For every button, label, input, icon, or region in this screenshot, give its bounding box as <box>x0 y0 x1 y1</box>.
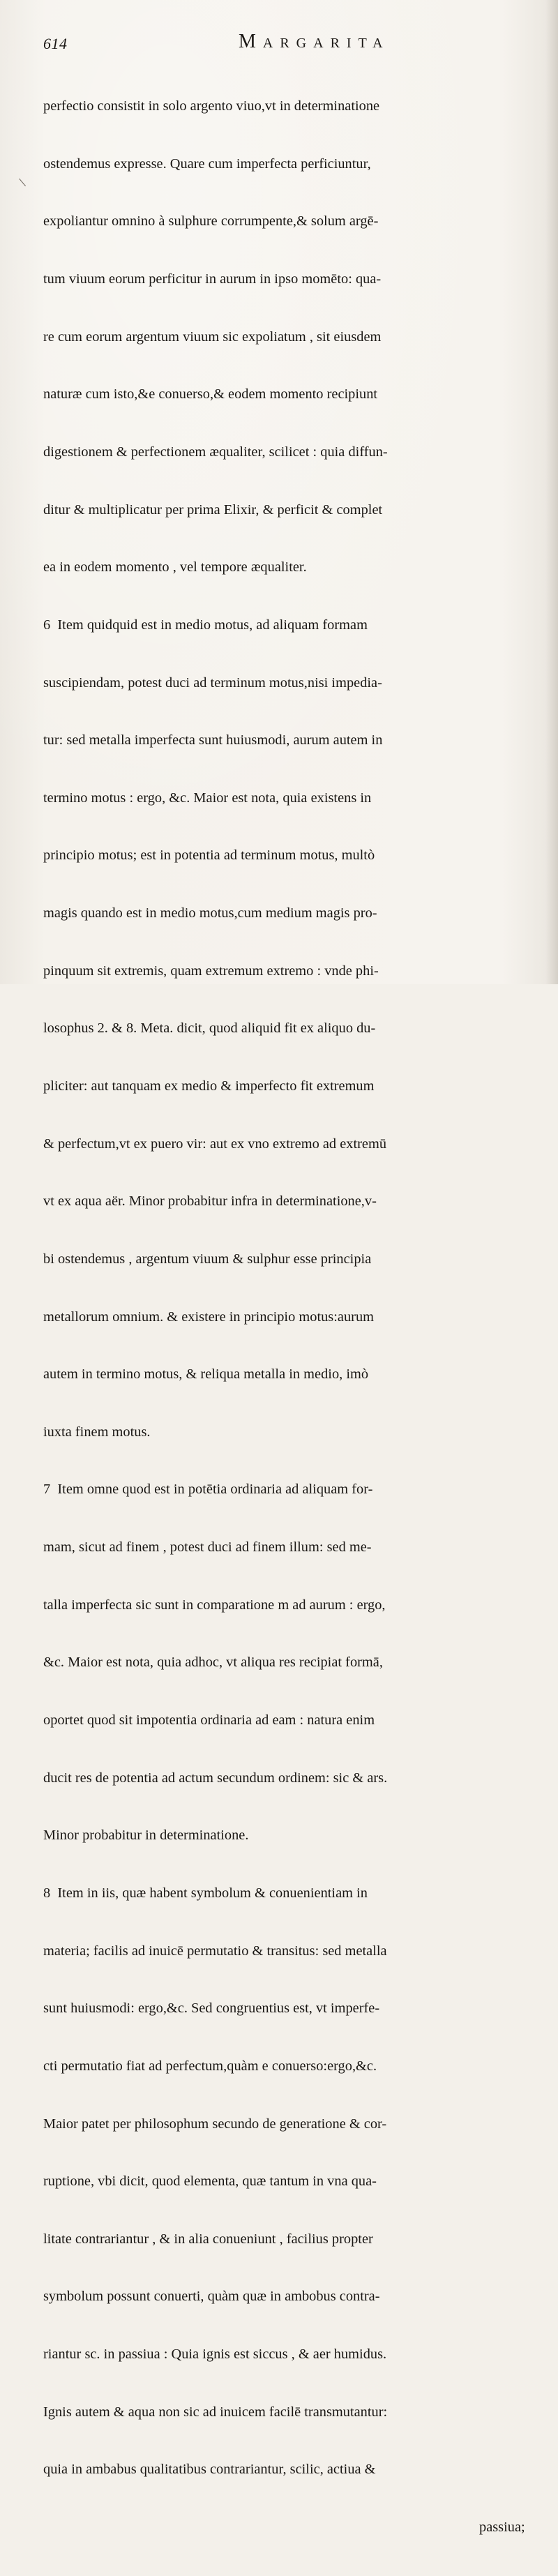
text-line: symbolum possunt conuerti, quàm quæ in ambobus contra- <box>43 2289 380 2305</box>
page-number: 614 <box>43 35 68 52</box>
text-line: ditur & multiplicatur per prima Elixir, & perficit & complet <box>43 502 383 518</box>
text-line: pinquum sit extremis, quam extremum extremo : vnde phi- <box>43 963 379 979</box>
text-line: re cum eorum argentum viuum sic expoliatum , sit eiusdem <box>43 329 382 345</box>
text-line: expoliantur omnino à sulphure corrumpente,& solum argē- <box>43 213 379 229</box>
text-line: materia; facilis ad inuicē permutatio & transitus: sed metalla <box>43 1943 387 1959</box>
text-line: autem in termino motus, & reliqua metalla in medio, imò <box>43 1366 369 1383</box>
text-line: Minor probabitur in determinatione. <box>43 1828 249 1844</box>
text-line: termino motus : ergo, &c. Maior est nota, quia existens in <box>43 790 372 806</box>
text-line: bi ostendemus , argentum viuum & sulphur esse principia <box>43 1251 372 1267</box>
paragraph-6-start: 6 Item quidquid est in medio motus, ad aliquam formam <box>43 617 368 633</box>
catchword: passiua; <box>479 2519 525 2535</box>
margin-mark <box>19 172 33 186</box>
text-line: litate contrariantur , & in alia conueniunt , facilius propter <box>43 2231 373 2247</box>
text-line: pliciter: aut tanquam ex medio & imperfecto fit extremum <box>43 1078 375 1094</box>
text-line: tum viuum eorum perficitur in aurum in ipso momēto: qua- <box>43 271 382 287</box>
text-line: Maior patet per philosophum secundo de generatione & cor- <box>43 2116 387 2132</box>
text-line: ducit res de potentia ad actum secundum ordinem: sic & ars. <box>43 1770 388 1786</box>
text-line: vt ex aqua aër. Minor probabitur infra in determinatione,v- <box>43 1193 377 1210</box>
text-line: Ignis autem & aqua non sic ad inuicem facilē transmutantur: <box>43 2404 388 2420</box>
text-line: suscipiendam, potest duci ad terminum motus,nisi impedia- <box>43 675 382 691</box>
paragraph-7-start: 7 Item omne quod est in potētia ordinaria ad aliquam for- <box>43 1482 373 1498</box>
running-head: Margarita <box>239 31 390 52</box>
body-text <box>43 59 531 2576</box>
text-line: losophus 2. & 8. Meta. dicit, quod aliquid fit ex aliquo du- <box>43 1020 376 1037</box>
text-line: ea in eodem momento , vel tempore æqualiter. <box>43 559 307 575</box>
text-line: &c. Maior est nota, quia adhoc, vt aliqua res recipiat formā, <box>43 1655 383 1671</box>
text-line: quia in ambabus qualitatibus contrariantur, scilic, actiua & <box>43 2462 376 2478</box>
text-line: sunt huiusmodi: ergo,&c. Sed congruentius est, vt imperfe- <box>43 2001 380 2017</box>
text-line: perfectio consistit in solo argento viuo,vt in determinatione <box>43 98 380 114</box>
text-line: principio motus; est in potentia ad terminum motus, multò <box>43 848 375 864</box>
text-line: & perfectum,vt ex puero vir: aut ex vno extremo ad extremū <box>43 1136 387 1152</box>
text-line: cti permutatio fiat ad perfectum,quàm e conuerso:ergo,&c. <box>43 2058 377 2074</box>
text-line: riantur sc. in passiua : Quia ignis est siccus , & aer humidus. <box>43 2347 387 2363</box>
text-line: ostendemus expresse. Quare cum imperfecta perficiuntur, <box>43 156 371 172</box>
text-line: iuxta finem motus. <box>43 1424 151 1440</box>
text-line: magis quando est in medio motus,cum medium magis pro- <box>43 905 377 921</box>
text-line: mam, sicut ad finem , potest duci ad finem illum: sed me- <box>43 1539 372 1556</box>
text-line: oportet quod sit impotentia ordinaria ad eam : natura enim <box>43 1712 375 1728</box>
text-line: ruptione, vbi dicit, quod elementa, quæ tantum in vna qua- <box>43 2174 377 2190</box>
text-line: talla imperfecta sic sunt in comparatione m ad aurum : ergo, <box>43 1597 386 1613</box>
page-header <box>43 31 525 59</box>
page-edge-shadow <box>545 0 558 984</box>
paragraph-8-start: 8 Item in iis, quæ habent symbolum & conuenientiam in <box>43 1885 368 1901</box>
text-line: naturæ cum isto,&e conuerso,& eodem momento recipiunt <box>43 386 378 402</box>
text-line: digestionem & perfectionem æqualiter, scilicet : quia diffun- <box>43 444 388 460</box>
text-line: metallorum omnium. & existere in principio motus:aurum <box>43 1309 375 1325</box>
text-line: tur: sed metalla imperfecta sunt huiusmodi, aurum autem in <box>43 732 383 748</box>
